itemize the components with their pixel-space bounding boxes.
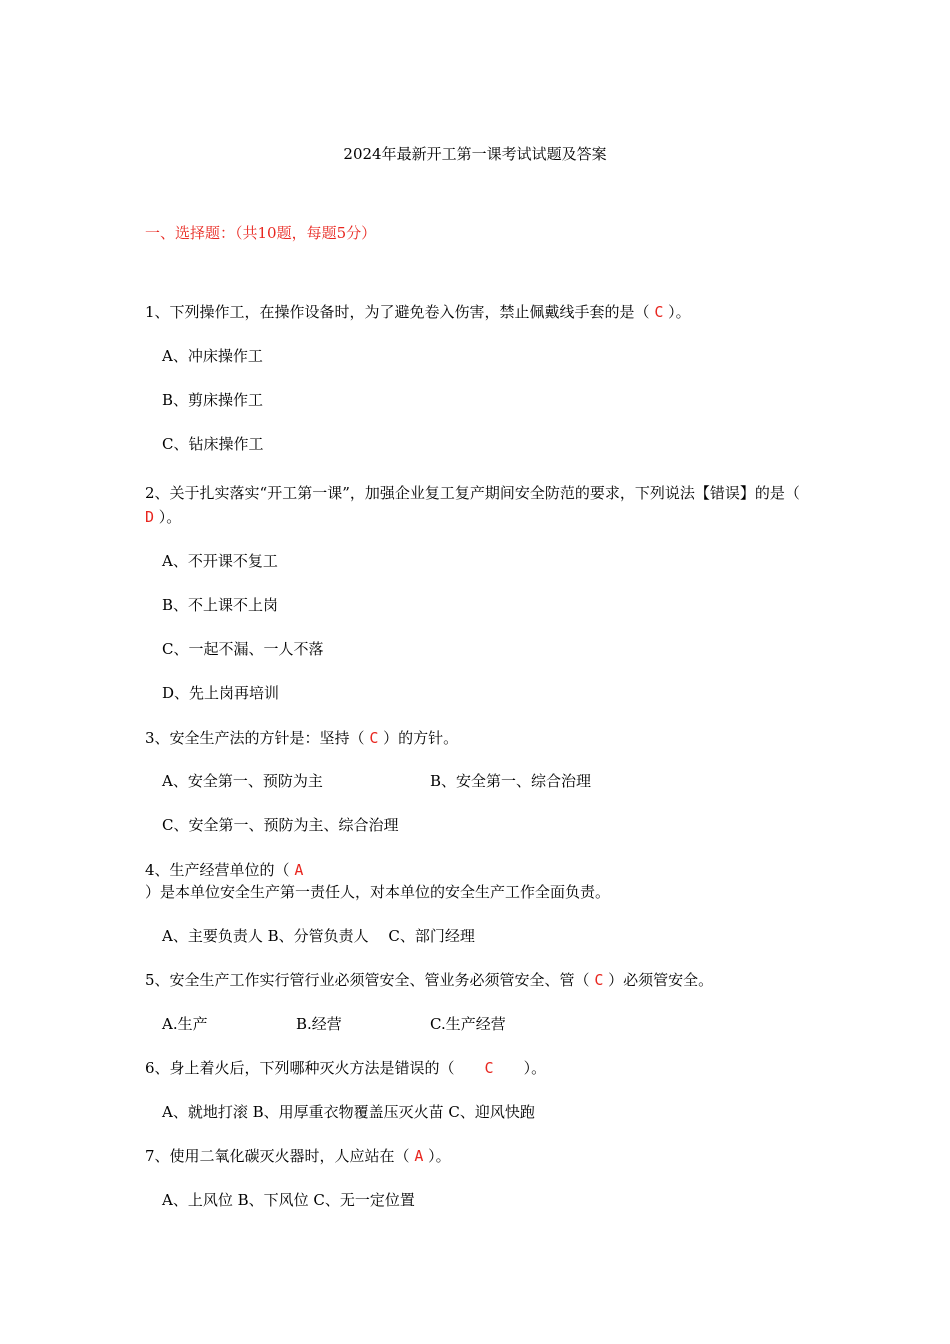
question-6 bbox=[145, 1056, 810, 1080]
question-text: 4、生产经营单位的（ bbox=[145, 861, 295, 879]
question-text-end: ）的方针。 bbox=[378, 729, 459, 747]
option: B、安全第一、综合治理 bbox=[430, 772, 592, 790]
question-3 bbox=[145, 726, 810, 750]
option: A、主要负责人 B、分管负责人 C、部门经理 bbox=[162, 927, 475, 945]
option: A.生产 bbox=[162, 1015, 208, 1033]
option: B、剪床操作工 bbox=[162, 391, 264, 409]
page-title: 2024年最新开工第一课考试试题及答案 bbox=[343, 145, 607, 163]
option: A、不开课不复工 bbox=[162, 552, 278, 570]
option: B、不上课不上岗 bbox=[162, 596, 279, 614]
question-text-end: ）是本单位安全生产第一责任人，对本单位的安全生产工作全面负责。 bbox=[145, 883, 611, 901]
section-heading: 一、选择题：（共10题，每题5分） bbox=[145, 224, 377, 242]
answer-letter: A bbox=[414, 1147, 424, 1165]
option: B.经营 bbox=[296, 1015, 342, 1033]
question-4 bbox=[145, 858, 810, 882]
answer-letter: C bbox=[484, 1059, 494, 1077]
question-text-end: ）。 bbox=[154, 508, 182, 526]
answer-letter: C bbox=[654, 303, 664, 321]
question-text: 3、安全生产法的方针是：坚持（ bbox=[145, 729, 370, 747]
answer-letter: D bbox=[145, 508, 155, 526]
answer-letter: C bbox=[369, 729, 379, 747]
question-text-end: ）。 bbox=[493, 1059, 547, 1077]
question-text: 2、关于扎实落实“开工第一课”，加强企业复工复产期间安全防范的要求，下列说法【错误】的是（ bbox=[145, 484, 800, 502]
question-5 bbox=[145, 968, 810, 992]
question-2 bbox=[145, 481, 810, 529]
option: C.生产经营 bbox=[430, 1015, 506, 1033]
option: A、就地打滚 B、用厚重衣物覆盖压灭火苗 C、迎风快跑 bbox=[162, 1103, 535, 1121]
question-4-continued bbox=[145, 880, 810, 904]
question-1 bbox=[145, 300, 810, 324]
question-text-end: ）。 bbox=[663, 303, 691, 321]
option: C、钻床操作工 bbox=[162, 435, 264, 453]
option: D、先上岗再培训 bbox=[162, 684, 280, 702]
question-text-end: ）。 bbox=[423, 1147, 451, 1165]
answer-letter: A bbox=[294, 861, 304, 879]
question-text: 5、安全生产工作实行管行业必须管安全、管业务必须管安全、管（ bbox=[145, 971, 595, 989]
question-text: 6、身上着火后，下列哪种灭火方法是错误的（ bbox=[145, 1059, 485, 1077]
question-text: 7、使用二氧化碳灭火器时，人应站在（ bbox=[145, 1147, 415, 1165]
question-text-end: ）必须管安全。 bbox=[603, 971, 714, 989]
question-text: 1、下列操作工，在操作设备时，为了避免卷入伤害，禁止佩戴线手套的是（ bbox=[145, 303, 655, 321]
option: C、一起不漏、一人不落 bbox=[162, 640, 324, 658]
answer-letter: C bbox=[594, 971, 604, 989]
option: A、安全第一、预防为主 bbox=[162, 772, 323, 790]
question-7 bbox=[145, 1144, 810, 1168]
option: A、冲床操作工 bbox=[162, 347, 263, 365]
option: A、上风位 B、下风位 C、无一定位置 bbox=[162, 1191, 415, 1209]
option: C、安全第一、预防为主、综合治理 bbox=[162, 816, 399, 834]
